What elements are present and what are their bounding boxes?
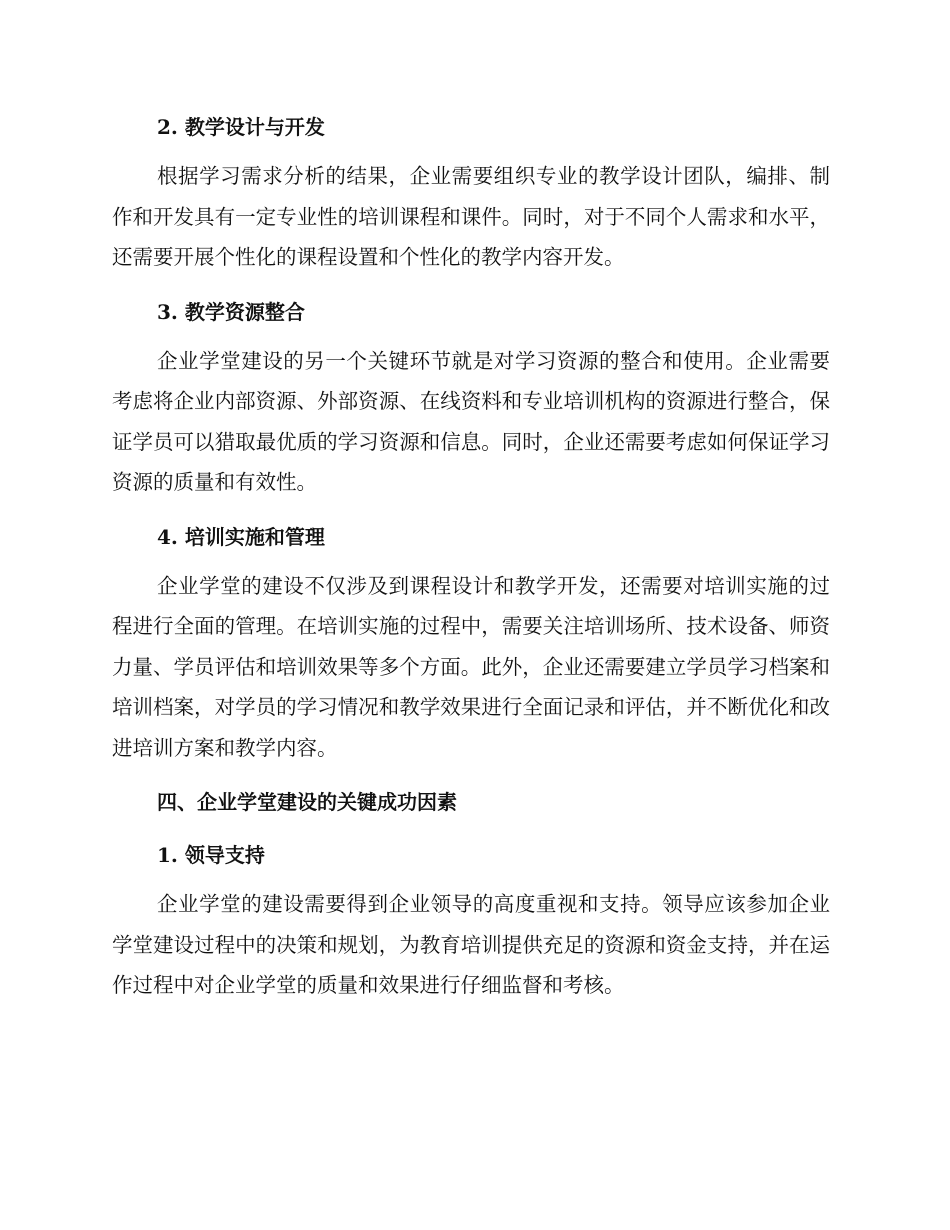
section-heading-teaching-design: 2. 教学设计与开发 — [157, 115, 325, 139]
section-heading-leadership-support: 1. 领导支持 — [157, 843, 265, 867]
section-heading-training-management: 4. 培训实施和管理 — [157, 524, 325, 549]
section-paragraph-teaching-design: 根据学习需求分析的结果，企业需要组织专业的教学设计团队，编排、制作和开发具有一定专业性的培训课程和课件。同时，对于不同个人需求和水平，还需要开展个性化的课程设置和个性化的教学内容开发。 — [112, 164, 830, 269]
section-paragraph-leadership-support: 企业学堂的建设需要得到企业领导的高度重视和支持。领导应该参加企业学堂建设过程中的决策和规划，为教育培训提供充足的资源和资金支持，并在运作过程中对企业学堂的质量和效果进行仔细监督和考核。 — [112, 892, 830, 997]
section-paragraph-training-management: 企业学堂的建设不仅涉及到课程设计和教学开发，还需要对培训实施的过程进行全面的管理。在培训实施的过程中，需要关注培训场所、技术设备、师资力量、学员评估和培训效果等多个方面。此外，企业还需要建立学员学习档案和培训档案，对学员的学习情况和教学效果进行全面记录和评估，并不断优化和改进培训方案和教学内容。 — [112, 573, 830, 760]
chapter-heading-success-factors: 四、企业学堂建设的关键成功因素 — [157, 790, 457, 814]
document-body — [112, 108, 830, 1006]
section-heading-resource-integration: 3. 教学资源整合 — [157, 299, 305, 324]
section-paragraph-resource-integration: 企业学堂建设的另一个关键环节就是对学习资源的整合和使用。企业需要考虑将企业内部资源、外部资源、在线资料和专业培训机构的资源进行整合，保证学员可以猎取最优质的学习资源和信息。同时，企业还需要考虑如何保证学习资源的质量和有效性。 — [112, 348, 830, 494]
